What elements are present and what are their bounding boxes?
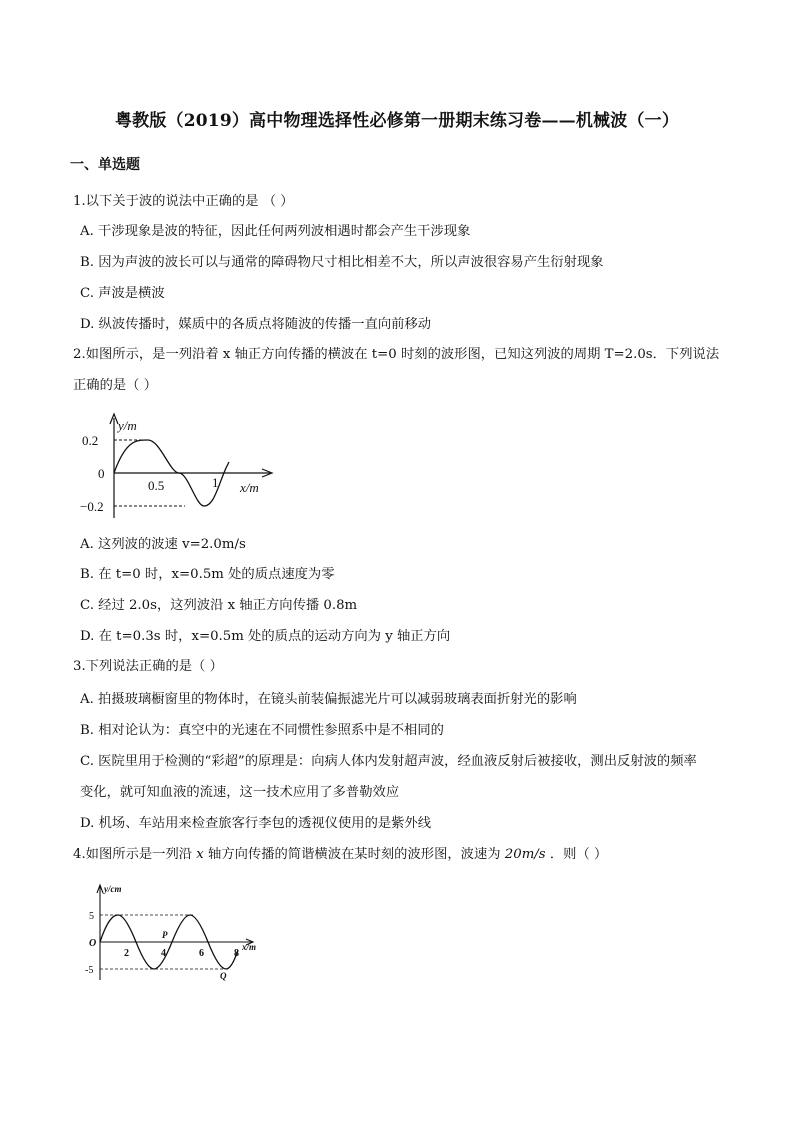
question-2-stem-line-2: 正确的是（ ）	[73, 378, 158, 393]
x-tick-2: 2	[124, 948, 129, 959]
question-3-option-d: D. 机场、车站用来检查旅客行李包的透视仪使用的是紫外线	[80, 816, 432, 831]
x-tick-one: 1	[212, 475, 219, 490]
question-2-option-b: B. 在 t=0 时，x=0.5m 处的质点速度为零	[80, 567, 335, 582]
question-4-stem-var: x	[196, 847, 204, 862]
y-tick-top: 5	[89, 911, 94, 922]
question-2-stem-line-1: 2.如图所示，是一列沿着 x 轴正方向传播的横波在 t=0 时刻的波形图，已知这列波的周期 T=2.0s．下列说法	[73, 347, 720, 362]
question-2-wave-figure	[80, 410, 280, 522]
question-3-option-a: A. 拍摄玻璃橱窗里的物体时，在镜头前装偏振滤光片可以减弱玻璃表面折射光的影响	[80, 692, 577, 707]
question-3-option-c: C. 医院里用于检测的“彩超”的原理是：向病人体内发射超声波，经血液反射后被接收，测出反射波的频率	[80, 754, 697, 769]
x-axis-label: x/m	[240, 480, 259, 495]
y-tick-zero: 0	[98, 466, 105, 481]
x-tick-half: 0.5	[148, 478, 165, 493]
question-4-wave-figure	[80, 880, 270, 984]
origin-label: O	[89, 938, 97, 949]
y-tick-bottom: −0.2	[80, 499, 104, 514]
section-heading: 一、单选题	[70, 157, 140, 173]
question-1-option-a: A. 干涉现象是波的特征，因此任何两列波相遇时都会产生干涉现象	[80, 224, 471, 239]
y-axis-label: y/cm	[104, 884, 122, 894]
x-tick-4: 4	[161, 948, 166, 959]
y-tick-top: 0.2	[82, 433, 99, 448]
x-axis-label: x/m	[242, 942, 257, 952]
question-3-option-b: B. 相对论认为：真空中的光速在不同惯性参照系中是不相同的	[80, 723, 444, 738]
question-2-option-c: C. 经过 2.0s，这列波沿 x 轴正方向传播 0.8m	[80, 598, 358, 613]
x-tick-8: 8	[234, 948, 239, 959]
question-4-stem-pre: 4.如图所示是一列沿	[73, 847, 197, 862]
question-2-option-a: A. 这列波的波速 v=2.0m/s	[80, 537, 246, 552]
question-4-stem-mid: 轴方向传播的简谐横波在某时刻的波形图，波速为	[203, 847, 505, 862]
question-1-option-b: B. 因为声波的波长可以与通常的障碍物尺寸相比相差不大，所以声波很容易产生衍射现象	[80, 255, 604, 270]
question-4-stem-post: ．则（ ）	[545, 847, 608, 862]
question-2-option-d: D. 在 t=0.3s 时，x=0.5m 处的质点的运动方向为 y 轴正方向	[80, 629, 451, 644]
x-tick-6: 6	[199, 948, 204, 959]
y-axis-label: y/m	[118, 418, 137, 433]
question-4-stem	[73, 845, 607, 865]
point-p-label: P	[162, 930, 168, 940]
question-1-option-c: C. 声波是横波	[80, 286, 165, 301]
y-tick-bottom: -5	[85, 965, 94, 976]
question-3-option-c-continued: 变化，就可知血液的流速，这一技术应用了多普勒效应	[80, 785, 400, 800]
question-1-option-d: D. 纵波传播时，媒质中的各质点将随波的传播一直向前移动	[80, 317, 432, 332]
question-4-stem-speed: 20m/s	[504, 847, 546, 862]
exam-title: 粤教版（2019）高中物理选择性必修第一册期末练习卷——机械波（一）	[114, 111, 680, 131]
point-q-label: Q	[220, 971, 227, 981]
question-1-stem: 1.以下关于波的说法中正确的是 （ ）	[73, 194, 294, 209]
question-3-stem: 3.下列说法正确的是（ ）	[73, 659, 223, 674]
